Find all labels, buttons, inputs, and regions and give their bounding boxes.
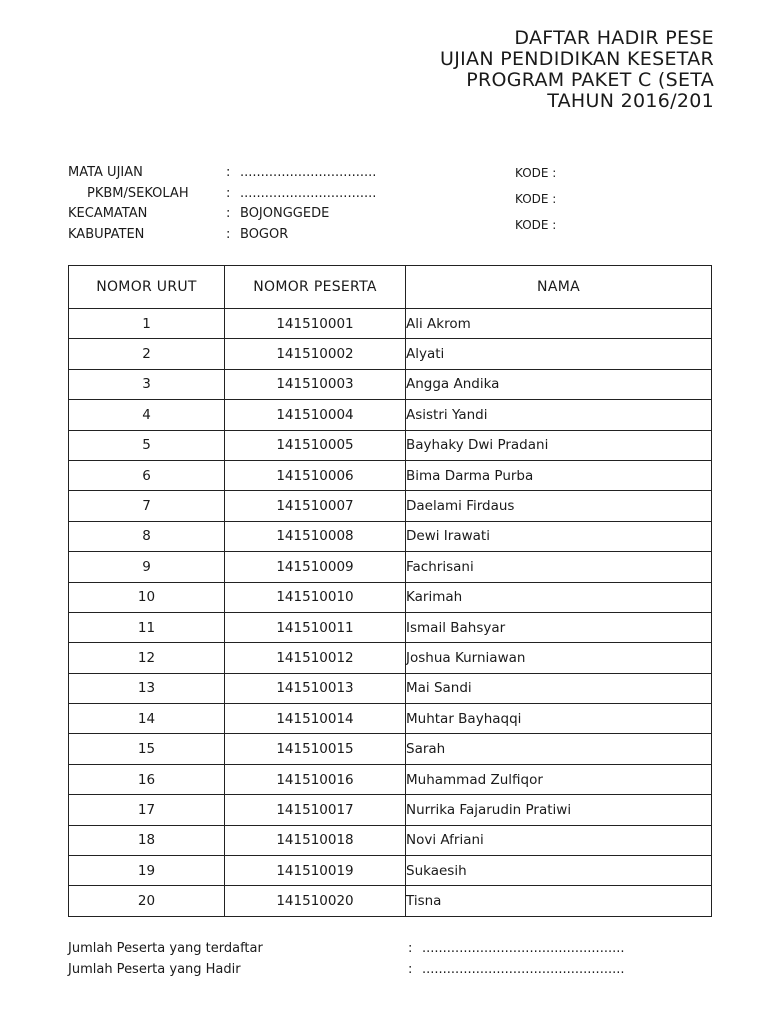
kode-row-1: KODE : [515, 166, 557, 180]
row-nama: Dewi Irawati [406, 521, 712, 551]
row-nomor-urut: 11 [69, 612, 225, 642]
row-nomor-urut: 4 [69, 400, 225, 430]
row-nama: Bayhaky Dwi Pradani [406, 430, 712, 460]
kabupaten-value: BOGOR [240, 227, 289, 243]
row-nama: Karimah [406, 582, 712, 612]
table-row [69, 309, 712, 339]
row-nomor-peserta: 141510004 [225, 400, 406, 430]
row-nomor-urut: 16 [69, 764, 225, 794]
row-nomor-peserta: 141510017 [225, 795, 406, 825]
row-nomor-peserta: 141510015 [225, 734, 406, 764]
summary-row-hadir [68, 960, 624, 981]
row-nama: Muhtar Bayhaqqi [406, 704, 712, 734]
document-title [114, 28, 714, 112]
row-nomor-peserta: 141510005 [225, 430, 406, 460]
row-nama: Sarah [406, 734, 712, 764]
row-nama: Tisna [406, 886, 712, 916]
row-nama: Alyati [406, 339, 712, 369]
row-nama: Angga Andika [406, 369, 712, 399]
pkbm-value: ................................. [240, 185, 377, 201]
row-nomor-urut: 14 [69, 704, 225, 734]
row-nomor-peserta: 141510016 [225, 764, 406, 794]
table-row [69, 582, 712, 612]
row-nama: Bima Darma Purba [406, 460, 712, 490]
row-nama: Fachrisani [406, 552, 712, 582]
table-row [69, 339, 712, 369]
row-nama: Nurrika Fajarudin Pratiwi [406, 795, 712, 825]
row-nomor-urut: 3 [69, 369, 225, 399]
row-nomor-urut: 7 [69, 491, 225, 521]
title-line-1: DAFTAR HADIR PESE [514, 28, 714, 49]
kecamatan-value: BOJONGGEDE [240, 206, 330, 222]
row-nama: Ali Akrom [406, 309, 712, 339]
exam-info [68, 163, 376, 246]
row-nomor-peserta: 141510013 [225, 673, 406, 703]
row-nomor-urut: 8 [69, 521, 225, 551]
row-nomor-peserta: 141510012 [225, 643, 406, 673]
info-row-kecamatan [68, 204, 376, 225]
table-header-row [69, 266, 712, 309]
table-row [69, 400, 712, 430]
row-nomor-urut: 9 [69, 552, 225, 582]
row-nama: Muhammad Zulfiqor [406, 764, 712, 794]
table-row [69, 795, 712, 825]
summary-block [68, 939, 624, 980]
row-nomor-peserta: 141510001 [225, 309, 406, 339]
row-nomor-peserta: 141510007 [225, 491, 406, 521]
pkbm-label: PKBM/SEKOLAH [87, 185, 189, 201]
row-nama: Joshua Kurniawan [406, 643, 712, 673]
row-nomor-peserta: 141510020 [225, 886, 406, 916]
hadir-value: ................................................. [422, 961, 625, 977]
kabupaten-sep: : [226, 227, 231, 243]
mata-ujian-label: MATA UJIAN [68, 165, 143, 180]
info-row-pkbm [68, 184, 376, 205]
row-nama: Asistri Yandi [406, 400, 712, 430]
row-nama: Novi Afriani [406, 825, 712, 855]
kode-block [515, 163, 556, 241]
terdaftar-sep: : [408, 941, 413, 956]
table-row [69, 704, 712, 734]
table-row [69, 460, 712, 490]
header-nomor-urut: NOMOR URUT [69, 266, 225, 309]
row-nama: Mai Sandi [406, 673, 712, 703]
table-row [69, 643, 712, 673]
row-nomor-peserta: 141510009 [225, 552, 406, 582]
table-row [69, 886, 712, 916]
terdaftar-label: Jumlah Peserta yang terdaftar [68, 941, 263, 956]
kabupaten-label: KABUPATEN [68, 227, 145, 243]
row-nomor-urut: 6 [69, 460, 225, 490]
row-nomor-urut: 15 [69, 734, 225, 764]
row-nomor-urut: 19 [69, 856, 225, 886]
row-nomor-peserta: 141510003 [225, 369, 406, 399]
row-nomor-peserta: 141510006 [225, 460, 406, 490]
table-row [69, 612, 712, 642]
title-line-3: PROGRAM PAKET C (SETA [466, 69, 714, 91]
row-nomor-peserta: 141510011 [225, 612, 406, 642]
row-nomor-peserta: 141510014 [225, 704, 406, 734]
title-line-2: UJIAN PENDIDIKAN KESETAR [440, 48, 714, 70]
table-row [69, 825, 712, 855]
mata-ujian-sep: : [226, 165, 231, 180]
kecamatan-sep: : [226, 206, 231, 222]
row-nomor-urut: 1 [69, 309, 225, 339]
row-nomor-peserta: 141510018 [225, 825, 406, 855]
info-row-mata-ujian [68, 163, 376, 184]
info-row-kabupaten [68, 225, 376, 246]
row-nama: Daelami Firdaus [406, 491, 712, 521]
hadir-label: Jumlah Peserta yang Hadir [68, 961, 241, 977]
kecamatan-label: KECAMATAN [68, 206, 148, 222]
table-row [69, 430, 712, 460]
row-nomor-urut: 13 [69, 673, 225, 703]
mata-ujian-value: ................................. [240, 165, 377, 180]
row-nomor-peserta: 141510002 [225, 339, 406, 369]
header-nomor-peserta: NOMOR PESERTA [225, 266, 406, 309]
terdaftar-value: ................................................. [422, 941, 625, 956]
row-nomor-urut: 10 [69, 582, 225, 612]
table-row [69, 552, 712, 582]
row-nama: Sukaesih [406, 856, 712, 886]
table-row [69, 856, 712, 886]
table-row [69, 673, 712, 703]
row-nomor-peserta: 141510019 [225, 856, 406, 886]
hadir-sep: : [408, 961, 413, 977]
row-nomor-urut: 5 [69, 430, 225, 460]
row-nama: Ismail Bahsyar [406, 612, 712, 642]
row-nomor-urut: 20 [69, 886, 225, 916]
table-row [69, 491, 712, 521]
kode-row-3: KODE : [515, 218, 557, 232]
table-row [69, 764, 712, 794]
row-nomor-peserta: 141510008 [225, 521, 406, 551]
row-nomor-urut: 17 [69, 795, 225, 825]
title-line-4: TAHUN 2016/201 [547, 90, 714, 112]
table-row [69, 369, 712, 399]
row-nomor-peserta: 141510010 [225, 582, 406, 612]
row-nomor-urut: 12 [69, 643, 225, 673]
kode-row-2: KODE : [515, 192, 557, 206]
table-row [69, 521, 712, 551]
row-nomor-urut: 2 [69, 339, 225, 369]
row-nomor-urut: 18 [69, 825, 225, 855]
attendance-table [68, 265, 712, 917]
summary-row-terdaftar [68, 939, 624, 960]
header-nama: NAMA [406, 266, 712, 309]
table-row [69, 734, 712, 764]
pkbm-sep: : [226, 185, 231, 201]
